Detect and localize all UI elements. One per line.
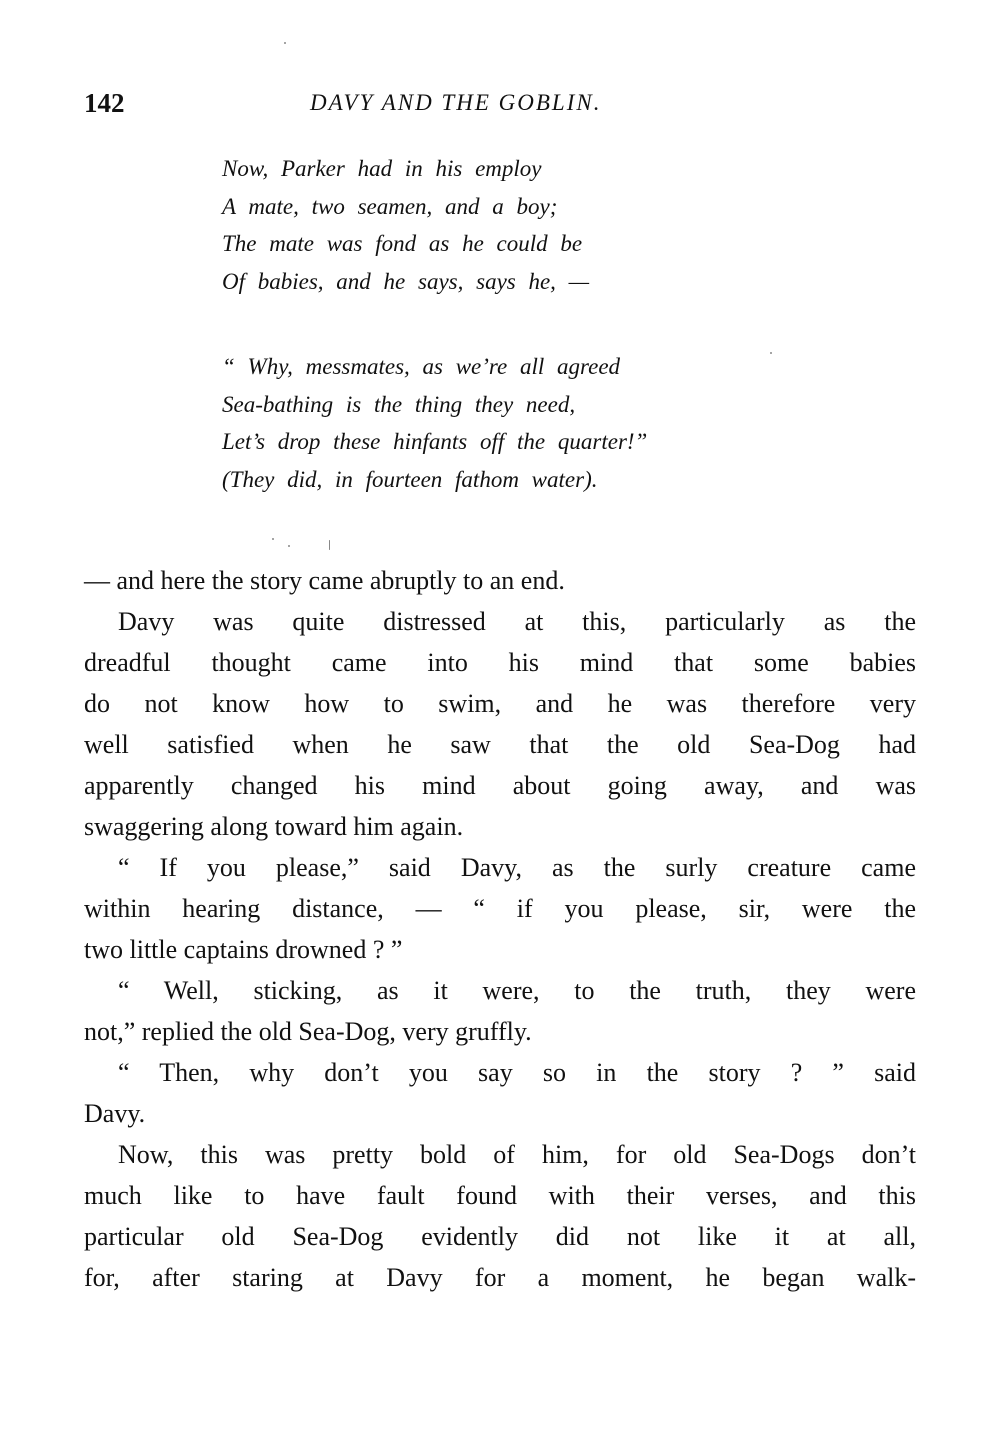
prose-line: two little captains drowned ? ” [84,935,403,964]
verse-line: Sea-bathing is the thing they need, [222,391,576,417]
prose-line: Davy was quite distressed at this, particularly as the [118,607,916,636]
prose-line: dreadful thought came into his mind that some babies [84,648,916,677]
scan-speck [288,545,290,547]
prose-line: do not know how to swim, and he was therefore very [84,689,916,718]
verse-line: Of babies, and he says, says he, — [222,268,590,294]
prose-line: Davy. [84,1099,146,1128]
prose-body [84,560,916,1298]
scan-speck [284,42,286,44]
prose-line: within hearing distance, — “ if you please, sir, were the [84,894,916,923]
poem-stanza-2 [222,348,782,498]
prose-line: “ Well, sticking, as it were, to the truth, they were [118,976,916,1005]
prose-line: swaggering along toward him again. [84,812,464,841]
page-number: 142 [84,88,125,118]
verse-line: Let’s drop these hinfants off the quarter!” [222,429,648,454]
prose-line: — and here the story came abruptly to an end. [84,566,565,595]
prose-line: “ If you please,” said Davy, as the surly creature came [118,853,916,882]
verse-line: Now, Parker had in his employ [222,156,542,181]
poem-stanza-1 [222,150,782,300]
prose-line: not,” replied the old Sea-Dog, very gruffly. [84,1017,532,1046]
scan-speck [770,352,772,354]
verse-line: (They did, in fourteen fathom water). [222,466,598,492]
prose-line: for, after staring at Davy for a moment, he began walk- [84,1263,916,1292]
scan-speck [329,540,330,550]
running-head [0,88,994,128]
prose-line: Now, this was pretty bold of him, for old Sea-Dogs don’t [118,1140,916,1169]
prose-line: particular old Sea-Dog evidently did not like it at all, [84,1222,916,1251]
scan-speck [272,538,274,540]
prose-line: “ Then, why don’t you say so in the story ? ” said [118,1058,916,1087]
running-title: DAVY AND THE GOBLIN. [310,90,602,115]
prose-line: well satisfied when he saw that the old Sea-Dog had [84,730,916,759]
prose-line: apparently changed his mind about going away, and was [84,771,916,800]
verse-line: “ Why, messmates, as we’re all agreed [222,354,621,379]
prose-line: much like to have fault found with their verses, and this [84,1181,916,1210]
verse-line: A mate, two seamen, and a boy; [222,193,558,219]
verse-line: The mate was fond as he could be [222,231,583,256]
